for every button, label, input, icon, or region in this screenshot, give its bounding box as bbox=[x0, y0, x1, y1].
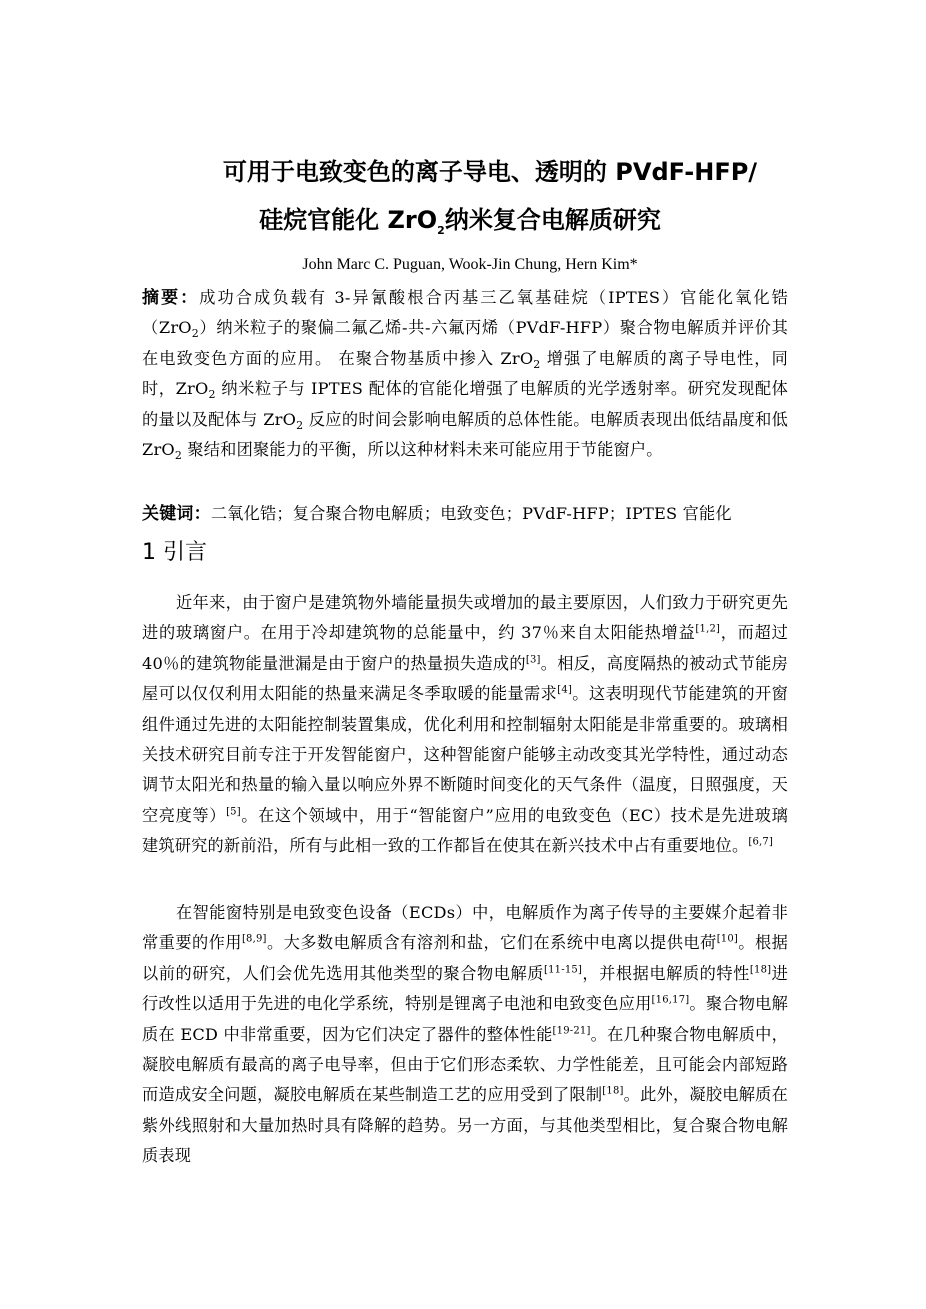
paragraph-text: 。聚合物电解质在 ECD 中非常重要，因为它们决定了器件的整体性能 bbox=[142, 994, 788, 1044]
abstract-text: ）纳米粒子的聚偏二氟乙烯-共-六氟丙烯（PVdF-HFP）聚合物电解质并评价其在电致变色方面的应用。 在聚合物基质中掺入 ZrO bbox=[142, 318, 788, 368]
body-paragraph-1 bbox=[142, 588, 788, 862]
body-paragraph-2 bbox=[142, 898, 788, 1172]
subscript: 2 bbox=[191, 327, 199, 341]
citation[interactable]: [3] bbox=[525, 654, 541, 666]
keywords-label: 关键词： bbox=[142, 504, 211, 524]
paragraph-text: 。在几种聚合物电解质中，凝胶电解质有最高的离子电导率，但由于它们形态柔软、力学性能差，且可能会内部短路而造成安全问题，凝胶电解质在某些制造工艺的应用受到了限制 bbox=[142, 1024, 788, 1105]
citation[interactable]: [1,2] bbox=[695, 624, 721, 636]
citation[interactable]: [18] bbox=[602, 1086, 624, 1098]
abstract bbox=[142, 283, 788, 465]
paragraph-text: 。此外，凝胶电解质在紫外线照射和大量加热时具有降解的趋势。另一方面，与其他类型相比，复合聚合物电解质表现 bbox=[142, 1085, 788, 1166]
paper-title-line-2 bbox=[150, 203, 770, 237]
keywords-text: 二氧化锆；复合聚合物电解质；电致变色；PVdF-HFP；IPTES 官能化 bbox=[210, 504, 732, 523]
citation[interactable]: [11-15] bbox=[544, 964, 583, 976]
citation[interactable]: [4] bbox=[557, 684, 573, 696]
subscript: 2 bbox=[296, 418, 304, 432]
abstract-text: 聚结和团聚能力的平衡，所以这种材料未来可能应用于节能窗户。 bbox=[182, 440, 663, 460]
abstract-text: 纳米粒子与 IPTES 配体的官能化增强了电解质的光学透射率。研究发现配体的量以及配体与 ZrO bbox=[142, 379, 788, 429]
paragraph-text: 。相反，高度隔热的被动式节能房屋可以仅仅利用太阳能的热量来满足冬季取暖的能量需求 bbox=[142, 653, 789, 704]
paragraph-text: 。大多数电解质含有溶剂和盐，它们在系统中电离以提供电荷 bbox=[266, 933, 717, 953]
subscript: 2 bbox=[208, 388, 216, 402]
paragraph-text: 进行改性以适用于先进的电化学系统，特别是锂离子电池和电致变色应用 bbox=[142, 963, 789, 1014]
paper-title-line-1: 可用于电致变色的离子导电、透明的 PVdF-HFP/ bbox=[222, 158, 758, 186]
abstract-text: 反应的时间会影响电解质的总体性能。电解质表现出低结晶度和低 ZrO bbox=[142, 409, 788, 460]
citation[interactable]: [16,17] bbox=[651, 994, 690, 1006]
paragraph-text: 近年来，由于窗户是建筑物外墙能量损失或增加的最主要原因，人们致力于研究更先进的玻璃窗户。在用于冷却建筑物的总能量中，约 37％来自太阳能热增益 bbox=[142, 593, 788, 643]
paragraph-text: 。在这个领域中，用于“智能窗户”应用的电致变色（EC）技术是先进玻璃建筑研究的新前沿，所有与此相一致的工作都旨在使其在新兴技术中占有重要地位。 bbox=[142, 805, 788, 856]
citation[interactable]: [6,7] bbox=[748, 836, 774, 848]
title-text: 纳米复合电解质研究 bbox=[444, 206, 661, 234]
author-list: John Marc C. Puguan, Wook-Jin Chung, Hern Kim* bbox=[302, 256, 638, 273]
keywords bbox=[142, 499, 788, 529]
paragraph-text: ，并根据电解质的特性 bbox=[582, 963, 750, 983]
citation[interactable]: [10] bbox=[716, 934, 739, 946]
abstract-label: 摘要： bbox=[142, 288, 200, 308]
citation[interactable]: [19-21] bbox=[552, 1025, 591, 1037]
subscript: 2 bbox=[437, 223, 445, 237]
paragraph-text: 。这表明现代节能建筑的开窗组件通过先进的太阳能控制装置集成，优化利用和控制辐射太阳能是非常重要的。玻璃相关技术研究目前专注于开发智能窗户，这种智能窗户能够主动改变其光学特性，通过动态调节太阳光和热量的输入量以响应外界不断随时间变化的天气条件（温度，日照强度，天空亮度等） bbox=[142, 684, 788, 825]
subscript: 2 bbox=[174, 449, 183, 463]
paragraph-text: ，而超过 40％的建筑物能量泄漏是由于窗户的热量损失造成的 bbox=[142, 623, 788, 673]
subscript: 2 bbox=[533, 358, 541, 372]
citation[interactable]: [8,9] bbox=[241, 934, 267, 946]
citation[interactable]: [18] bbox=[749, 964, 772, 976]
citation[interactable]: [5] bbox=[226, 806, 241, 818]
paragraph-text: 在智能窗特别是电致变色设备（ECDs）中，电解质作为离子传导的主要媒介起着非常重要的作用 bbox=[142, 903, 788, 953]
section-heading-introduction: 1 引言 bbox=[142, 540, 207, 565]
abstract-text: 增强了电解质的离子导电性，同时，ZrO bbox=[142, 348, 788, 399]
paragraph-text: 。根据以前的研究，人们会优先选用其他类型的聚合物电解质 bbox=[142, 933, 789, 983]
title-text: 硅烷官能化 ZrO bbox=[259, 206, 438, 234]
abstract-text: 成功合成负载有 3-异氰酸根合丙基三乙氧基硅烷（IPTES）官能化氧化锆（ZrO bbox=[142, 288, 788, 338]
